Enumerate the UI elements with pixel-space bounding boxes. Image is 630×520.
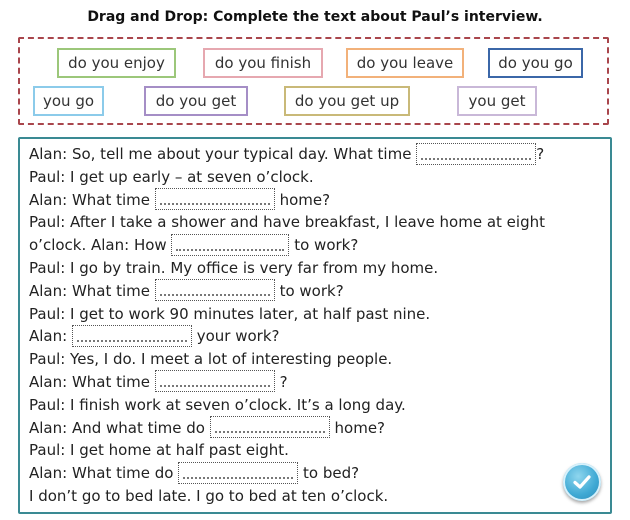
dialogue-line: I don’t go to bed late. I go to bed at ten o’clock.: [29, 486, 389, 505]
chip-label: do you leave: [356, 54, 454, 72]
dialogue-line: Paul: I get up early – at seven o’clock.: [29, 167, 314, 186]
dialogue-panel: [18, 137, 612, 514]
dialogue-line: Paul: After I take a shower and have breakfast, I leave home at eight: [29, 213, 545, 232]
word-chip[interactable]: [57, 48, 176, 78]
dialogue-line: o’clock. Alan: How to work?: [29, 234, 610, 257]
dialogue-line: Paul: I finish work at seven o’clock. It’s a long day.: [29, 395, 406, 414]
dialogue-line: Alan: So, tell me about your typical day. What time ?: [29, 143, 610, 166]
chip-label: you go: [43, 92, 95, 110]
chip-label: do you enjoy: [68, 54, 165, 72]
word-chip[interactable]: [488, 48, 583, 78]
check-answers-button[interactable]: [563, 463, 601, 501]
word-chip[interactable]: [284, 86, 410, 116]
chip-label: do you go: [498, 54, 573, 72]
drop-gap[interactable]: [178, 462, 298, 484]
drop-gap[interactable]: [155, 279, 275, 301]
chip-label: do you finish: [214, 54, 312, 72]
drop-gap[interactable]: [155, 188, 275, 210]
chip-label: you get: [468, 92, 526, 110]
dialogue-line: Alan: your work?: [29, 325, 610, 348]
word-bank: [18, 37, 609, 125]
activity-title: Drag and Drop: Complete the text about Paul’s interview.: [87, 9, 543, 25]
dialogue-line: Alan: What time ?: [29, 371, 610, 394]
word-chip[interactable]: [346, 48, 464, 78]
drop-gap[interactable]: [210, 416, 330, 438]
word-chip[interactable]: [203, 48, 323, 78]
dialogue-line: Paul: I get home at half past eight.: [29, 441, 289, 460]
drop-gap[interactable]: [416, 143, 536, 165]
word-chip[interactable]: [33, 86, 104, 116]
drop-gap[interactable]: [72, 325, 192, 347]
word-chip[interactable]: [457, 86, 537, 116]
dialogue-line: Paul: I get to work 90 minutes later, at half past nine.: [29, 304, 431, 323]
chip-label: do you get: [155, 92, 237, 110]
dialogue-line: Alan: What time to work?: [29, 280, 610, 303]
dialogue-line: Alan: What time do to bed?: [29, 462, 610, 485]
checkmark-icon: [572, 472, 592, 492]
word-chip[interactable]: [144, 86, 248, 116]
chip-label: do you get up: [294, 92, 400, 110]
drop-gap[interactable]: [155, 370, 275, 392]
dialogue-line: Paul: Yes, I do. I meet a lot of interesting people.: [29, 350, 393, 369]
dialogue-line: Alan: What time home?: [29, 189, 610, 212]
dialogue-line: Alan: And what time do home?: [29, 417, 610, 440]
drop-gap[interactable]: [171, 234, 289, 256]
dialogue-line: Paul: I go by train. My office is very far from my home.: [29, 258, 439, 277]
